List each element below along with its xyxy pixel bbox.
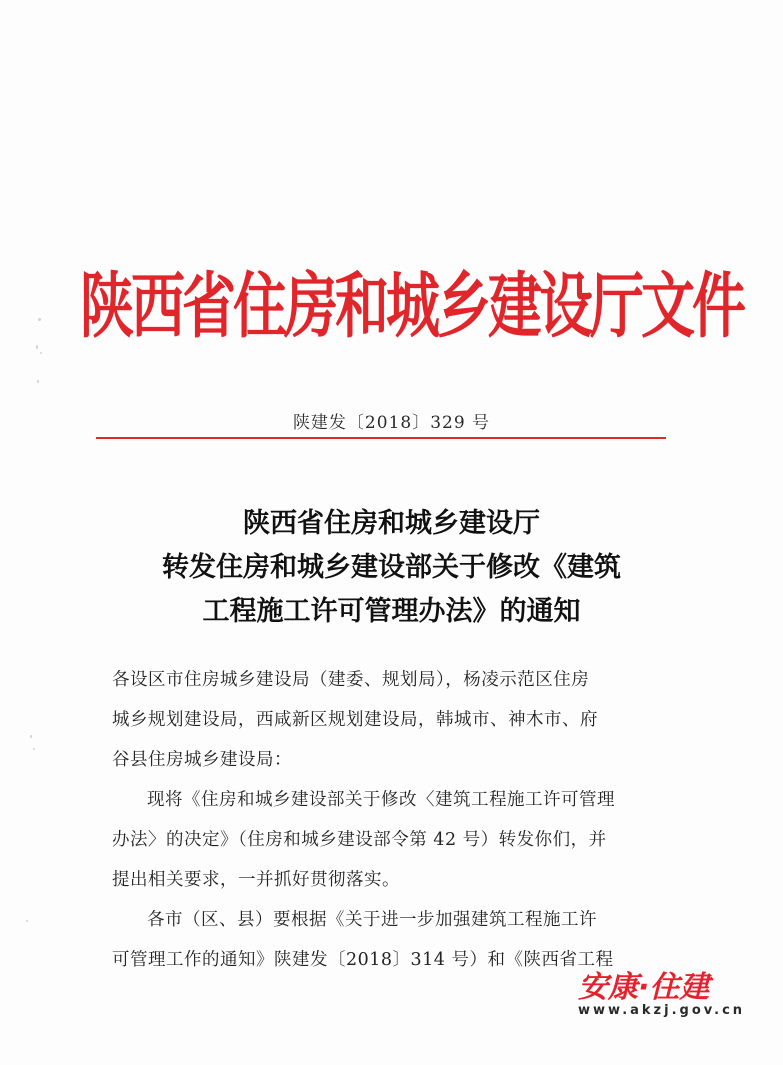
scan-speck xyxy=(33,748,35,750)
body-line: 提出相关要求，一并抓好贯彻落实。 xyxy=(112,870,400,890)
body-line: 城乡规划建设局，西咸新区规划建设局，韩城市、神木市、府 xyxy=(112,710,598,730)
document-title xyxy=(0,502,783,634)
document-number: 陕建发〔2018〕329 号 xyxy=(292,413,491,433)
body-line: 现将《住房和城乡建设部关于修改〈建筑工程施工许可管理 xyxy=(147,790,615,810)
document-header-banner: 陕西省住房和城乡建设厅文件 xyxy=(80,263,743,348)
body-line: 可管理工作的通知》陕建发〔2018〕314 号）和《陕西省工程 xyxy=(112,950,614,970)
scan-speck xyxy=(40,352,42,354)
body-line: 谷县住房城乡建设局： xyxy=(112,750,292,770)
scan-speck xyxy=(26,920,28,922)
title-line: 工程施工许可管理办法》的通知 xyxy=(202,596,581,627)
scan-speck xyxy=(37,380,39,383)
title-line: 转发住房和城乡建设部关于修改《建筑 xyxy=(162,552,621,583)
body-line: 办法〉的决定》（住房和城乡建设部令第 42 号）转发你们，并 xyxy=(112,830,607,850)
title-line: 陕西省住房和城乡建设厅 xyxy=(243,508,540,539)
body-line: 各市（区、县）要根据《关于进一步加强建筑工程施工许 xyxy=(147,910,597,930)
watermark-title: 安康·住建 xyxy=(578,970,710,1005)
scan-speck xyxy=(36,345,38,349)
body-line: 各设区市住房城乡建设局（建委、规划局），杨凌示范区住房 xyxy=(112,670,590,690)
header-divider xyxy=(96,437,666,439)
scan-speck xyxy=(30,735,32,738)
document-body xyxy=(112,660,672,980)
scan-speck xyxy=(38,318,41,321)
watermark-url: www.akzj.gov.cn xyxy=(578,1003,746,1018)
